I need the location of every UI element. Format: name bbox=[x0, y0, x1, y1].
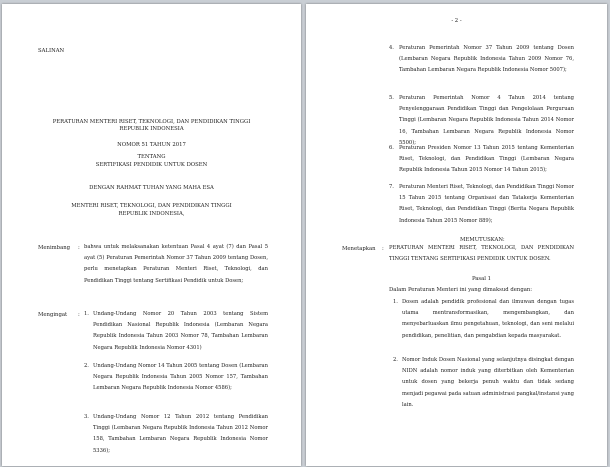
title-line-3: NOMOR 51 TAHUN 2017 bbox=[117, 142, 186, 148]
page-number: - 2 - bbox=[451, 18, 462, 24]
salinan-label: SALINAN bbox=[38, 48, 65, 54]
page-2 bbox=[306, 4, 607, 466]
menetapkan-colon: : bbox=[382, 246, 384, 252]
definition-item: Dosen adalah pendidik profesional dan ilmuwan dengan tugas utama mentransformasikan, mengembangkan, dan menyebarluaskan ilmu pengetahuan, teknologi, dan seni melalui pendidikan, penelitian, dan pengabdian kepada masyarakat. bbox=[402, 299, 574, 339]
menimbang-text: bahwa untuk melaksanakan ketentuan Pasal 4 ayat (7) dan Pasal 5 ayat (5) Peraturan Pemerintah Nomor 37 Tahun 2009 tentang Dosen, perlu menetapkan Peraturan Menteri Riset, Teknologi, dan Pendidikan Tinggi tentang Sertifikasi Pendidik untuk Dosen; bbox=[84, 244, 268, 284]
menimbang-label: Menimbang bbox=[38, 245, 71, 251]
menteri-line-2: REPUBLIK INDONESIA, bbox=[118, 211, 185, 217]
mengingat-item: Undang-Undang Nomor 12 Tahun 2012 tentang Pendidikan Tinggi (Lembaran Negara Republik Indonesia Tahun 2012 Nomor 158, Tambahan Lembaran Negara Republik Indonesia Nomor 5336); bbox=[93, 414, 268, 454]
rahmat-line: DENGAN RAHMAT TUHAN YANG MAHA ESA bbox=[89, 185, 214, 191]
memutuskan-heading: MEMUTUSKAN: bbox=[460, 237, 505, 243]
mengingat-item: Undang-Undang Nomor 14 Tahun 2005 tentang Dosen (Lembaran Negara Republik Indonesia Tahun 2005 Nomor 157, Tambahan Lembaran Negara Republik Indonesia Nomor 4586); bbox=[93, 363, 268, 392]
menteri-line-1: MENTERI RISET, TEKNOLOGI, DAN PENDIDIKAN TINGGI bbox=[71, 203, 232, 209]
menetapkan-label: Menetapkan bbox=[342, 246, 376, 252]
list-number: 5. bbox=[389, 95, 394, 101]
title-line-1: PERATURAN MENTERI RISET, TEKNOLOGI, DAN PENDIDIKAN TINGGI bbox=[52, 119, 251, 125]
list-number: 6. bbox=[389, 145, 394, 151]
list-item: Peraturan Pemerintah Nomor 4 Tahun 2014 tentang Penyelenggaraan Pendidikan Tinggi dan Pengelolaan Perguruan Tinggi (Lembaran Negara Republik Indonesia Tahun 2014 Nomor 16, Tambahan Lembaran Negara Republik Indonesia Nomor 5500); bbox=[399, 95, 574, 146]
page-1 bbox=[2, 4, 301, 466]
mengingat-number: 3. bbox=[84, 414, 89, 420]
list-item: Peraturan Pemerintah Nomor 37 Tahun 2009 tentang Dosen (Lembaran Negara Republik Indonesia Tahun 2009 Nomor 76, Tambahan Lembaran Negara Republik Indonesia Nomor 5007); bbox=[399, 45, 574, 74]
list-item: Peraturan Presiden Nomor 13 Tahun 2015 tentang Kementerian Riset, Teknologi, dan Pendidikan Tinggi (Lembaran Negara Republik Indonesia Tahun 2015 Nomor 14 Tahun 2015); bbox=[399, 145, 574, 174]
mengingat-item: Undang-Undang Nomor 20 Tahun 2003 tentang Sistem Pendidikan Nasional Republik Indonesia (Lembaran Negara Republik Indonesia Tahun 2003 Nomor 78, Tambahan Lembaran Negara Republik Indonesia Nomor 4301) bbox=[93, 311, 268, 351]
pasal-heading: Pasal 1 bbox=[471, 276, 492, 282]
menimbang-colon: : bbox=[78, 245, 80, 251]
mengingat-number: 2. bbox=[84, 363, 89, 369]
title-line-5: SERTIFIKASI PENDIDIK UNTUK DOSEN bbox=[95, 162, 208, 168]
title-line-4: TENTANG bbox=[137, 154, 166, 160]
pasal-intro: Dalam Peraturan Menteri ini yang dimaksud dengan: bbox=[389, 287, 533, 293]
mengingat-number: 1. bbox=[84, 311, 89, 317]
mengingat-label: Mengingat bbox=[38, 312, 68, 318]
list-item: Peraturan Menteri Riset, Teknologi, dan Pendidikan Tinggi Nomor 15 Tahun 2015 tentang Organisasi dan Tatakerja Kementerian Riset, Teknologi, dan Pendidikan Tinggi (Berita Negara Republik Indonesia Tahun 2015 Nomor 889); bbox=[399, 184, 574, 224]
definition-number: 1. bbox=[393, 299, 398, 305]
definition-item: Nomor Induk Dosen Nasional yang selanjutnya disingkat dengan NIDN adalah nomor induk yang diterbitkan oleh Kementerian untuk dosen yang bekerja penuh waktu dan tidak sedang menjadi pegawai pada satuan administrasi pangkal/instansi yang lain. bbox=[402, 357, 574, 408]
mengingat-colon: : bbox=[78, 312, 80, 318]
title-line-2: REPUBLIK INDONESIA bbox=[119, 126, 184, 132]
definition-number: 2. bbox=[393, 357, 398, 363]
menetapkan-text: PERATURAN MENTERI RISET, TEKNOLOGI, DAN PENDIDIKAN TINGGI TENTANG SERTIFIKASI PENDIDIK UNTUK DOSEN. bbox=[389, 245, 574, 263]
list-number: 4. bbox=[389, 45, 394, 51]
list-number: 7. bbox=[389, 184, 394, 190]
